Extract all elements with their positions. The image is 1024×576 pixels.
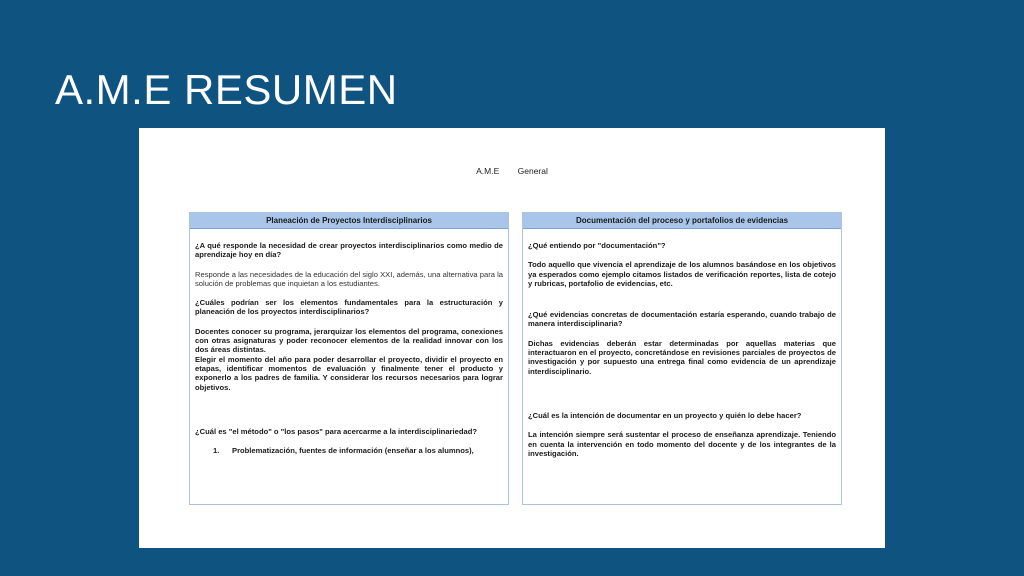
document-image xyxy=(139,128,885,548)
header-general: General xyxy=(517,166,548,176)
documentation-question-2: ¿Qué evidencias concretas de documentación estaría esperando, cuando trabajo de manera interdisciplinaria? xyxy=(528,310,836,329)
list-item xyxy=(195,446,503,455)
documentation-question-1: ¿Qué entiendo por "documentación"? xyxy=(528,241,666,250)
documentation-answer-2: Dichas evidencias deberán estar determinadas por aquellas materias que interactuaron en el proyecto, concretándose en revisiones parciales de proyectos de investigación y por supuesto una entrega final como evidencia de un aprendizaje interdisciplinario. xyxy=(528,338,836,376)
documentation-column xyxy=(522,212,842,505)
list-item-text: Problematización, fuentes de información (enseñar a los alumnos), xyxy=(232,446,474,456)
planning-answer-1: Responde a las necesidades de la educación del siglo XXI, además, una alternativa para la solución de problemas que inquietan a los estudiantes. xyxy=(195,269,503,288)
planning-column-title: Planeación de Proyectos Interdisciplinarios xyxy=(190,213,508,229)
planning-answer-2a: Docentes conocer su programa, jerarquizar los elementos del programa, conexiones con otras asignaturas y poder reconocer elementos de la realidad innovar con los dos áreas distintas. xyxy=(195,326,503,355)
planning-question-3: ¿Cuál es "el método" o "los pasos" para acercarme a la interdisciplinariedad? xyxy=(195,426,477,436)
planning-question-1: ¿A qué responde la necesidad de crear proyectos interdisciplinarios como medio de aprendizaje hoy en día? xyxy=(195,241,503,260)
documentation-question-3: ¿Cuál es la intención de documentar en un proyecto y quién lo debe hacer? xyxy=(528,410,802,420)
header-ame: A.M.E xyxy=(476,166,500,176)
documentation-answer-3: La intención siempre será sustentar el proceso de enseñanza aprendizaje. Teniendo en cuenta la intervención en todo momento del docente y de los integrantes de la investigación. xyxy=(528,430,836,458)
planning-question-2: ¿Cuáles podrían ser los elementos fundamentales para la estructuración y planeación de los proyectos interdisciplinarios? xyxy=(195,298,503,317)
planning-column xyxy=(189,212,509,505)
planning-answer-2b: Elegir el momento del año para poder desarrollar el proyecto, dividir el proyecto en etapas, identificar momentos de evaluación y finalmente tener el producto y exponerlo a los padres de familia. Y considerar los recursos necesarios para lograr objetivos. xyxy=(195,354,503,392)
documentation-column-title: Documentación del proceso y portafolios de evidencias xyxy=(523,213,841,229)
document-header xyxy=(139,166,885,176)
documentation-answer-1: Todo aquello que vivencia el aprendizaje de los alumnos basándose en los objetivos ya esperados como ejemplo citamos listados de verificación reportes, lista de cotejo y rubricas, portafolio de evidencias, etc. xyxy=(528,260,836,288)
slide-title: A.M.E RESUMEN xyxy=(55,66,398,113)
list-item-number: 1. xyxy=(213,446,220,456)
